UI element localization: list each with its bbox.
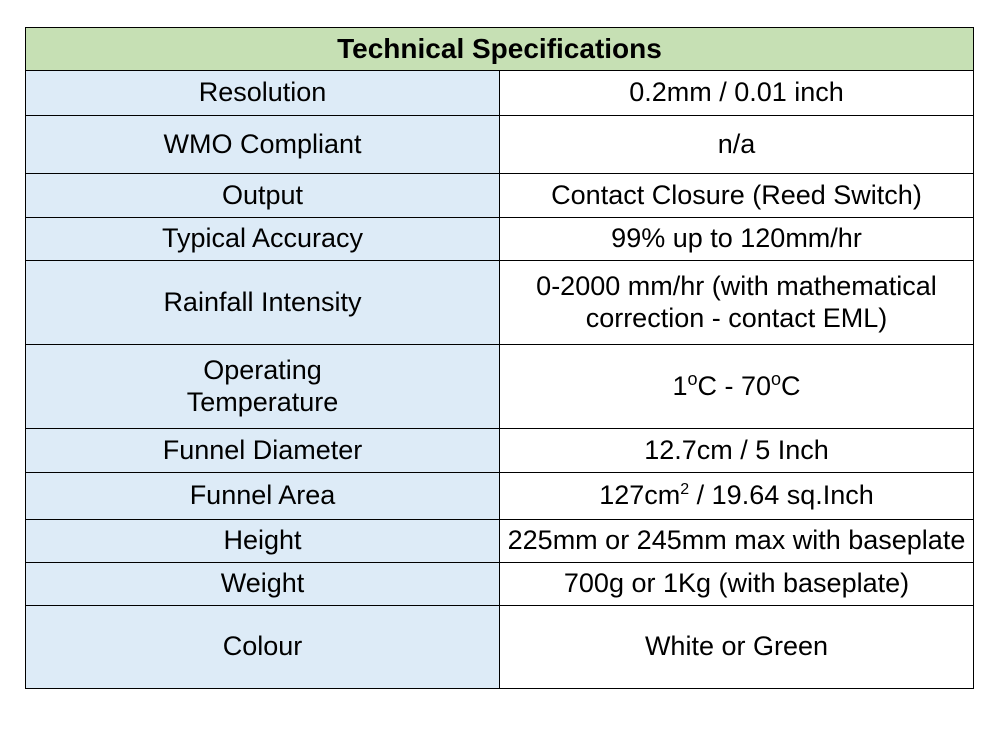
spec-value-line: correction - contact EML) xyxy=(585,302,888,333)
spec-value-funnel-diameter: 12.7cm / 5 Inch xyxy=(500,429,974,473)
table-row xyxy=(26,174,974,218)
table-row xyxy=(26,563,974,606)
spec-label-line: Operating xyxy=(203,354,322,385)
table-title: Technical Specifications xyxy=(26,28,974,71)
spec-label-resolution: Resolution xyxy=(26,71,500,116)
spec-label-line: Temperature xyxy=(186,386,339,417)
table-row xyxy=(26,345,974,429)
table-row xyxy=(26,473,974,520)
spec-value-rainfall-intensity xyxy=(500,261,974,345)
value-text: 1 xyxy=(672,370,688,401)
spec-label-colour: Colour xyxy=(26,606,500,689)
table-row xyxy=(26,218,974,261)
table-row xyxy=(26,429,974,473)
spec-label-funnel-diameter: Funnel Diameter xyxy=(26,429,500,473)
value-text: C xyxy=(781,370,801,401)
table-row xyxy=(26,606,974,689)
technical-specifications-table xyxy=(25,27,974,689)
spec-value-output: Contact Closure (Reed Switch) xyxy=(500,174,974,218)
spec-label-funnel-area: Funnel Area xyxy=(26,473,500,520)
spec-label-height: Height xyxy=(26,520,500,563)
spec-label-output: Output xyxy=(26,174,500,218)
table-row xyxy=(26,520,974,563)
superscript: 2 xyxy=(680,481,690,499)
spec-value-height: 225mm or 245mm max with baseplate xyxy=(500,520,974,563)
value-text: C - 70 xyxy=(697,370,772,401)
table-row xyxy=(26,116,974,174)
spec-label-weight: Weight xyxy=(26,563,500,606)
table-row xyxy=(26,261,974,345)
spec-label-typical-accuracy: Typical Accuracy xyxy=(26,218,500,261)
spec-value-wmo-compliant: n/a xyxy=(500,116,974,174)
spec-value-operating-temperature xyxy=(500,345,974,429)
spec-label-operating-temperature xyxy=(26,345,500,429)
value-text: 127cm xyxy=(599,480,681,511)
spec-value-resolution: 0.2mm / 0.01 inch xyxy=(500,71,974,116)
spec-label-rainfall-intensity: Rainfall Intensity xyxy=(26,261,500,345)
spec-value-funnel-area xyxy=(500,473,974,520)
spec-value-line: 0-2000 mm/hr (with mathematical xyxy=(536,270,937,301)
table-row xyxy=(26,71,974,116)
degree-symbol: o xyxy=(687,368,698,389)
degree-symbol: o xyxy=(771,368,782,389)
table-header-row xyxy=(26,28,974,71)
value-text: / 19.64 sq.Inch xyxy=(689,480,874,511)
spec-value-typical-accuracy: 99% up to 120mm/hr xyxy=(500,218,974,261)
spec-value-weight: 700g or 1Kg (with baseplate) xyxy=(500,563,974,606)
spec-value-colour: White or Green xyxy=(500,606,974,689)
spec-label-wmo-compliant: WMO Compliant xyxy=(26,116,500,174)
